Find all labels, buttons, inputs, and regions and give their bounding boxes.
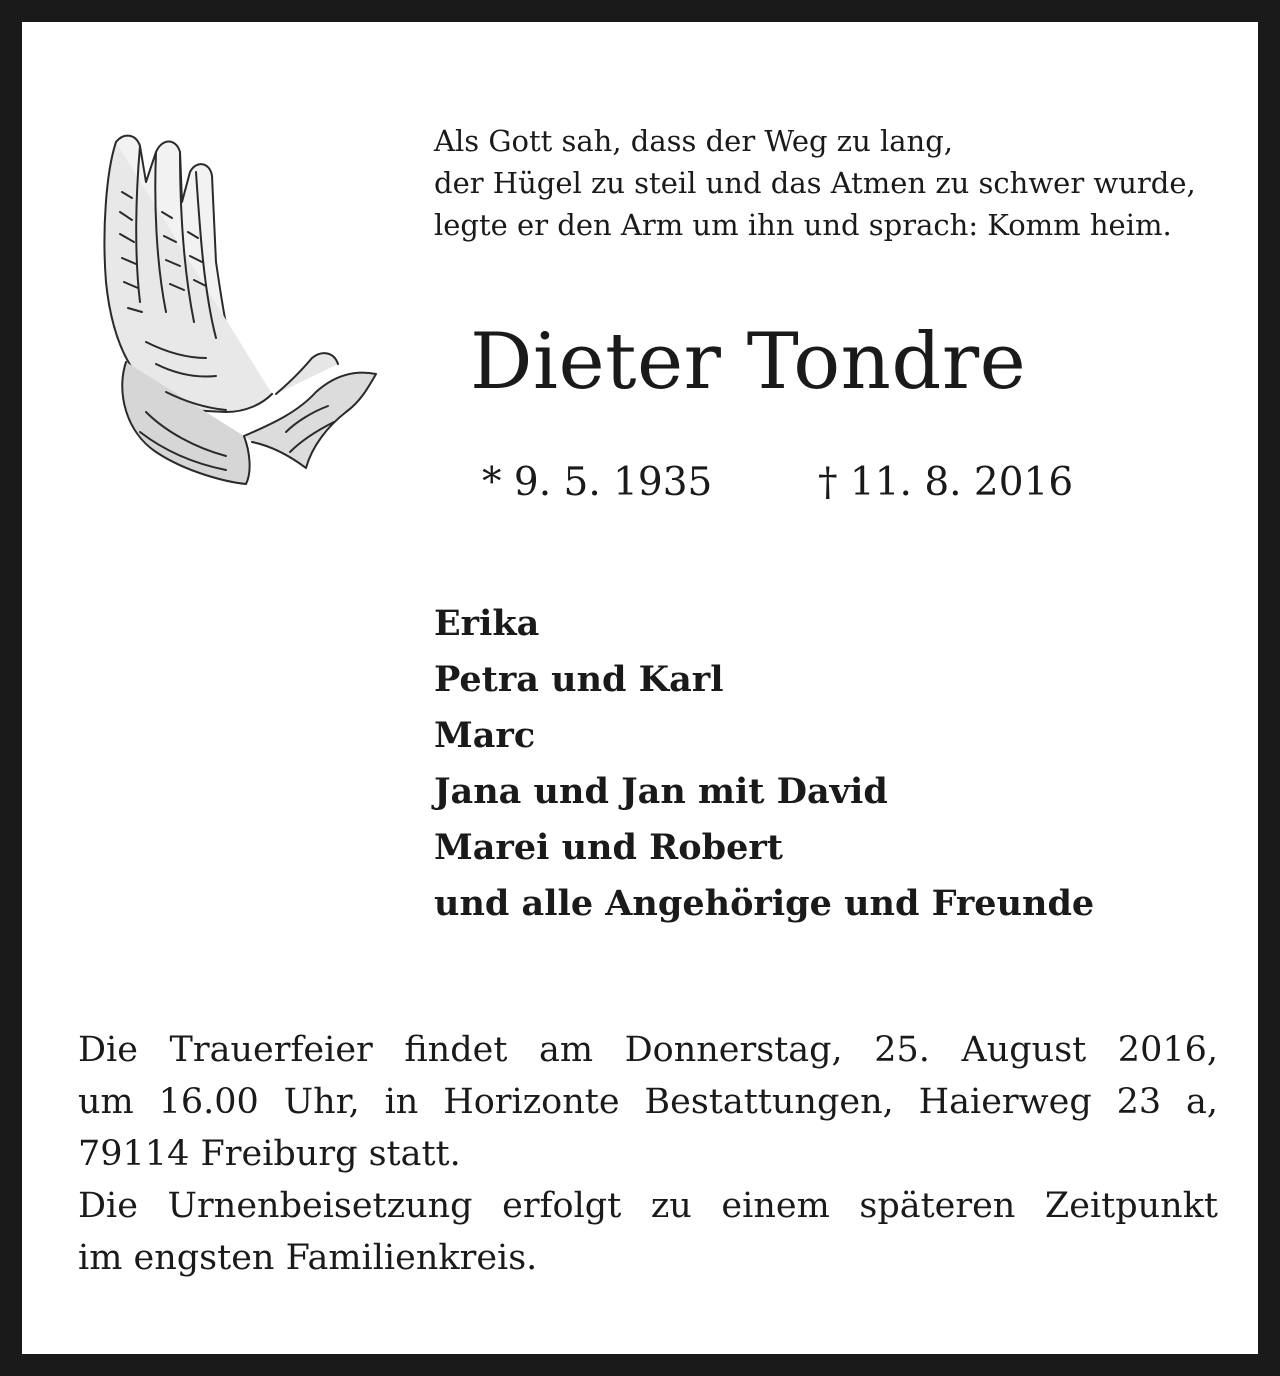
deceased-name: Dieter Tondre	[470, 317, 1027, 407]
mourners-list	[434, 596, 1254, 932]
mourner-item: Erika	[434, 603, 540, 644]
service-line: Die Trauerfeier findet am Donnerstag, 25. August 2016,	[78, 1030, 1218, 1070]
praying-hands-icon	[76, 112, 381, 490]
quote-line: der Hügel zu steil und das Atmen zu schwer wurde,	[434, 166, 1196, 200]
mourner-item: Petra und Karl	[434, 659, 724, 700]
service-line: Die Urnenbeisetzung erfolgt zu einem späteren Zeitpunkt	[78, 1186, 1218, 1226]
service-line: 79114 Freiburg statt.	[78, 1134, 461, 1174]
death-date: † 11. 8. 2016	[818, 460, 1074, 505]
quote	[434, 120, 1234, 246]
quote-line: legte er den Arm um ihn und sprach: Komm heim.	[434, 208, 1172, 242]
service-line: im engsten Familienkreis.	[78, 1238, 538, 1278]
quote-line: Als Gott sah, dass der Weg zu lang,	[434, 124, 953, 158]
service-line: um 16.00 Uhr, in Horizonte Bestattungen, Haierweg 23 a,	[78, 1082, 1218, 1122]
mourner-item: Jana und Jan mit David	[434, 771, 888, 812]
mourner-item: und alle Angehörige und Freunde	[434, 883, 1095, 924]
birth-date: * 9. 5. 1935	[482, 460, 713, 505]
service-info	[78, 1024, 1218, 1284]
mourner-item: Marei und Robert	[434, 827, 783, 868]
mourner-item: Marc	[434, 715, 536, 756]
